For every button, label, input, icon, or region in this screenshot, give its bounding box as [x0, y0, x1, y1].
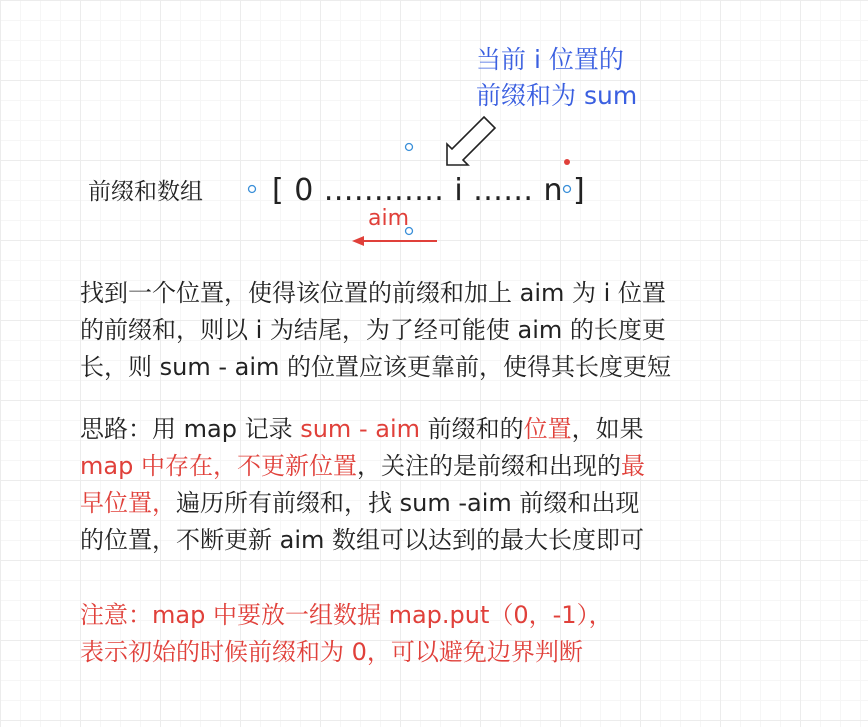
- paragraph2-line-3: [80, 485, 645, 522]
- paragraph1-line-2: 的前缀和，则以 i 为结尾，为了经可能使 aim 的长度更: [80, 316, 666, 344]
- p2-l2-highlight: map 中存在，不更新位置: [80, 452, 357, 480]
- paragraph3-line-2: 表示初始的时候前缀和为 0，可以避免边界判断: [80, 638, 583, 666]
- p2-l1-a: 思路：用 map 记录: [80, 415, 301, 443]
- p2-l3-highlight: 早位置，: [80, 489, 176, 517]
- explanation-paragraph: [80, 275, 671, 386]
- array-expression[interactable]: [ 0 ............ i ...... n ]: [272, 173, 586, 208]
- note-paragraph: [80, 597, 613, 671]
- selection-handle-left[interactable]: [249, 186, 256, 193]
- paragraph2-line-1: [80, 411, 645, 448]
- rotate-handle-dot[interactable]: [564, 159, 570, 165]
- note-line-1: 当前 i 位置的: [476, 45, 624, 74]
- p2-l1-highlight-sum-aim: sum - aim: [300, 415, 420, 443]
- p2-l1-e: ，如果: [571, 415, 644, 443]
- aim-arrow-head-icon: [352, 236, 364, 246]
- p2-l1-highlight-position: 位置: [523, 415, 572, 443]
- paragraph1-line-3: 长，则 sum - aim 的位置应该更靠前，使得其长度更短: [80, 353, 672, 381]
- paragraph1-line-1: 找到一个位置，使得该位置的前缀和加上 aim 为 i 位置: [80, 279, 666, 307]
- paragraph2-line-2: [80, 448, 645, 485]
- selection-handle-top[interactable]: [406, 144, 413, 151]
- paragraph2-line-4: 的位置，不断更新 aim 数组可以达到的最大长度即可: [80, 526, 645, 554]
- note-line-2: 前缀和为 sum: [476, 81, 638, 110]
- p2-l1-c: 前缀和的: [419, 415, 524, 443]
- idea-paragraph: [80, 411, 645, 559]
- p2-l3-b: 遍历所有前缀和，找 sum -aim 前缀和出现: [176, 489, 640, 517]
- pointer-arrow-icon[interactable]: [447, 117, 495, 165]
- paragraph3-line-1: 注意：map 中要放一组数据 map.put（0，-1），: [80, 601, 613, 629]
- p2-l2-highlight-earliest: 最: [620, 452, 645, 480]
- p2-l2-b: ，关注的是前缀和出现的: [356, 452, 621, 480]
- prefix-array-label: 前缀和数组: [88, 179, 203, 205]
- aim-label: aim: [368, 206, 410, 231]
